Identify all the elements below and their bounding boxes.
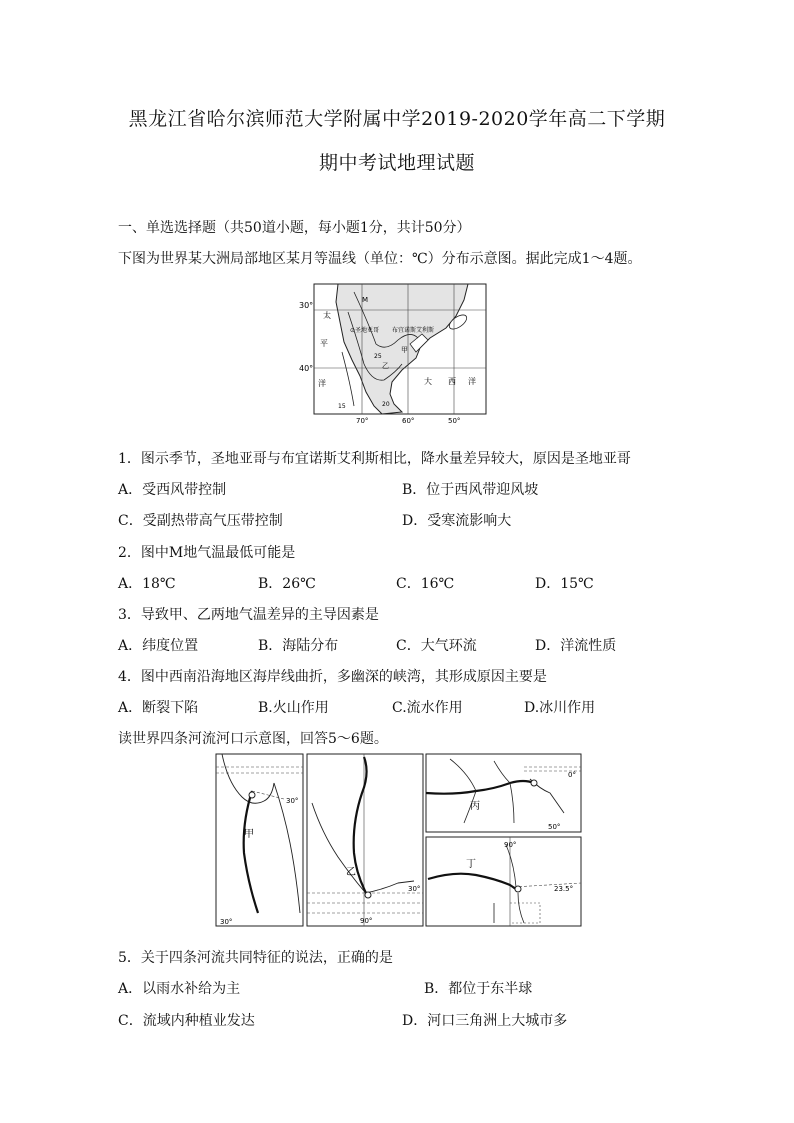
q1-option-b[interactable]: B．位于西风带迎风坡 <box>402 482 539 498</box>
ding-lat-23-label: 23.5° <box>554 885 574 893</box>
intro-text-2: 读世界四条河流河口示意图，回答5～6题。 <box>118 731 388 747</box>
bing-lat-0-label: 0° <box>568 771 576 779</box>
q5-option-b[interactable]: B．都位于东半球 <box>424 981 533 997</box>
label-yi: 乙 <box>382 362 389 370</box>
q5-option-a[interactable]: A．以雨水补给为主 <box>118 981 241 997</box>
label-ding-river: 丁 <box>466 859 476 870</box>
label-santiago: ⊙圣地亚哥 <box>350 327 380 334</box>
bing-lon-50-label: 50° <box>548 823 561 831</box>
label-ping: 平 <box>320 339 328 348</box>
q5-option-d[interactable]: D．河口三角洲上大城市多 <box>402 1013 568 1029</box>
lat-label-30: 30° <box>299 301 314 310</box>
label-yang-pacific: 洋 <box>318 379 326 388</box>
q4-stem: 4．图中西南沿海地区海岸线曲折，多幽深的峡湾，其形成原因主要是 <box>118 669 547 685</box>
isotherm-label-15: 15 <box>338 403 346 410</box>
intro-text-1: 下图为世界某大洲局部地区某月等温线（单位：℃）分布示意图。据此完成1～4题。 <box>118 251 642 267</box>
label-buenos-aires: 布宜诺斯艾利斯 <box>392 327 435 334</box>
label-yang-atlantic: 洋 <box>468 377 476 386</box>
label-xi: 西 <box>448 377 456 386</box>
page-title: 黑龙江省哈尔滨师范大学附属中学2019-2020学年高二下学期 <box>128 108 666 130</box>
q4-option-d[interactable]: D.冰川作用 <box>524 700 596 716</box>
yi-lat-30-label: 30° <box>408 885 421 893</box>
q2-option-a[interactable]: A．18℃ <box>118 576 176 592</box>
yi-lon-90-label: 90° <box>360 917 373 925</box>
q1-option-d[interactable]: D．受寒流影响大 <box>402 513 512 529</box>
ding-lon-90-label: 90° <box>504 841 517 849</box>
q4-option-b[interactable]: B.火山作用 <box>258 700 329 716</box>
section-heading: 一、单选选择题（共50道小题，每小题1分，共计50分） <box>118 220 471 236</box>
panel-yi <box>307 754 423 926</box>
label-m: M <box>362 296 369 304</box>
river-mouth-maps <box>214 753 584 928</box>
q3-option-d[interactable]: D．洋流性质 <box>535 638 617 654</box>
q5-stem: 5．关于四条河流共同特征的说法，正确的是 <box>118 950 393 966</box>
q2-option-d[interactable]: D．15℃ <box>535 576 594 592</box>
jia-lat-30-label: 30° <box>286 797 299 805</box>
q3-option-a[interactable]: A．纬度位置 <box>118 638 199 654</box>
label-yi-river: 乙 <box>346 867 356 878</box>
lon-label-60: 60° <box>402 417 415 425</box>
q2-stem: 2．图中M地气温最低可能是 <box>118 545 296 561</box>
lon-label-50: 50° <box>448 417 461 425</box>
q4-option-c[interactable]: C.流水作用 <box>392 700 463 716</box>
panel-ding <box>426 837 581 926</box>
label-jia: 甲 <box>401 346 408 354</box>
q3-option-c[interactable]: C．大气环流 <box>396 638 477 654</box>
label-jia-river: 甲 <box>244 829 254 840</box>
panel-jia <box>216 754 303 926</box>
q2-option-c[interactable]: C．16℃ <box>396 576 455 592</box>
page-subtitle: 期中考试地理试题 <box>318 152 475 174</box>
label-da: 大 <box>424 377 432 386</box>
q1-stem: 1．图示季节，圣地亚哥与布宜诺斯艾利斯相比，降水量差异较大，原因是圣地亚哥 <box>118 451 631 467</box>
jia-lon-30-label: 30° <box>220 918 233 926</box>
q4-option-a[interactable]: A．断裂下陷 <box>118 700 199 716</box>
q3-stem: 3．导致甲、乙两地气温差异的主导因素是 <box>118 607 379 623</box>
isotherm-label-25: 25 <box>374 353 382 360</box>
q5-option-c[interactable]: C．流域内种植业发达 <box>118 1013 255 1029</box>
panel-bing <box>426 754 581 832</box>
isotherm-label-20: 20 <box>382 401 390 408</box>
label-bing-river: 丙 <box>470 801 480 812</box>
q2-option-b[interactable]: B．26℃ <box>258 576 316 592</box>
label-tai: 太 <box>323 311 331 320</box>
lat-label-40: 40° <box>299 364 314 373</box>
q3-option-b[interactable]: B．海陆分布 <box>258 638 339 654</box>
lon-label-70: 70° <box>356 417 369 425</box>
q1-option-a[interactable]: A．受西风带控制 <box>118 482 227 498</box>
isotherm-map <box>298 282 490 425</box>
q1-option-c[interactable]: C．受副热带高气压带控制 <box>118 513 283 529</box>
